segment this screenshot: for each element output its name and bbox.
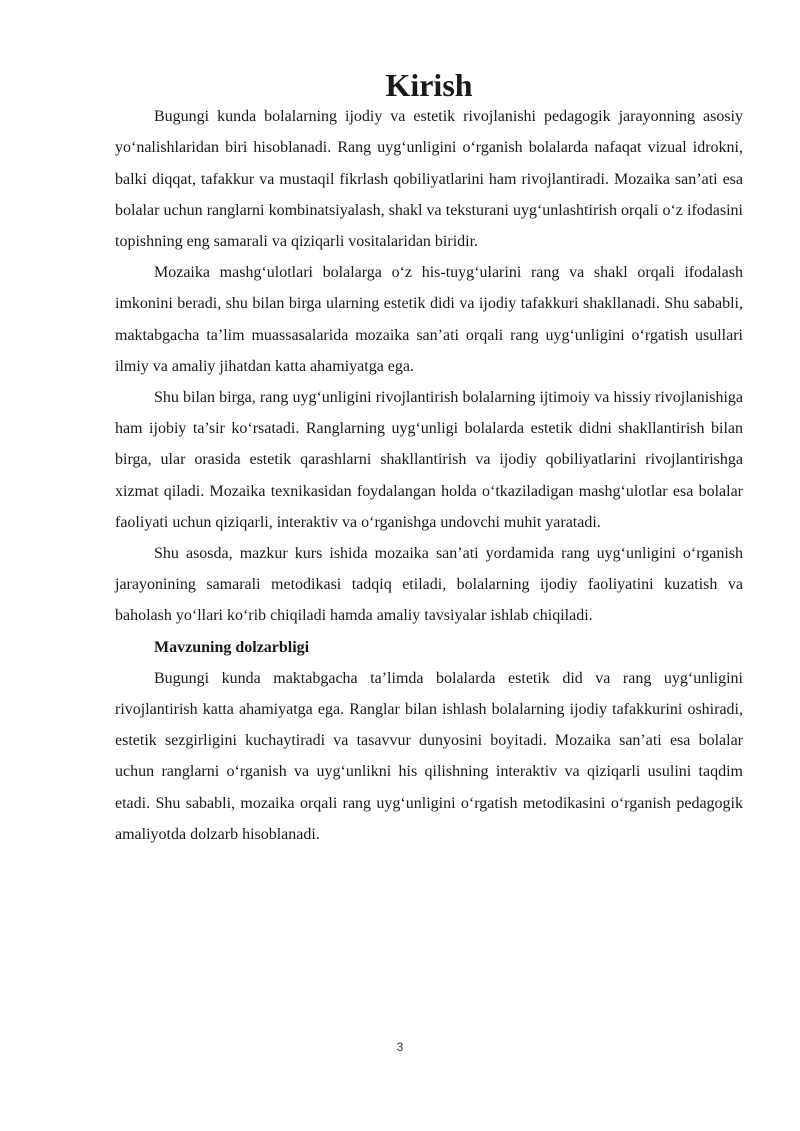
paragraph-intro-2: Mozaika mashgʻulotlari bolalarga oʻz his-tuygʻularini rang va shakl orqali ifodalash imkonini beradi, shu bilan birga ularning estetik didi va ijodiy tafakkuri shakllanadi. Shu sababli, maktabgacha ta’lim muassasalarida mozaika san’ati orqali rang uygʻunligini oʻrgatish usullari ilmiy va amaliy jihatdan katta ahamiyatga ega.	[115, 264, 743, 375]
subheading-relevance: Mavzuning dolzarbligi	[154, 638, 310, 656]
paragraph-intro-1: Bugungi kunda bolalarning ijodiy va estetik rivojlanishi pedagogik jarayonning asosiy yoʻnalishlaridan biri hisoblanadi. Rang uygʻunligini oʻrganish bolalarda nafaqat vizual idrokni, balki diqqat, tafakkur va mustaqil fikrlash qobiliyatlarini ham rivojlantiradi. Mozaika san’ati esa bolalar uchun ranglarni kombinatsiyalash, shakl va teksturani uygʻunlashtirish orqali oʻz ifodasini topishning eng samarali va qiziqarli vositalaridan biridir.	[115, 108, 743, 251]
paragraph-relevance: Bugungi kunda maktabgacha ta’limda bolalarda estetik did va rang uygʻunligini rivojlantirish katta ahamiyatga ega. Ranglar bilan ishlash bolalarning ijodiy tafakkurini oshiradi, estetik sezgirligini kuchaytiradi va tasavvur dunyosini boyitadi. Mozaika san’ati esa bolalar uchun ranglarni oʻrganish va uygʻunlikni his qilishning interaktiv va qiziqarli usulini taqdim etadi. Shu sababli, mozaika orqali rang uygʻunligini oʻrgatish metodikasini oʻrganish pedagogik amaliyotda dolzarb hisoblanadi.	[115, 669, 743, 843]
section-title: Kirish	[385, 67, 473, 103]
document-page	[115, 67, 743, 850]
paragraph-intro-4: Shu asosda, mazkur kurs ishida mozaika san’ati yordamida rang uygʻunligini oʻrganish jarayonining samarali metodikasi tadqiq etiladi, bolalarning ijodiy faoliyatini kuzatish va baholash yoʻllari koʻrib chiqiladi hamda amaliy tavsiyalar ishlab chiqiladi.	[115, 545, 743, 625]
paragraph-intro-3: Shu bilan birga, rang uygʻunligini rivojlantirish bolalarning ijtimoiy va hissiy rivojlanishiga ham ijobiy ta’sir koʻrsatadi. Ranglarning uygʻunligi bolalarda estetik didni shakllantirish bilan birga, ular orasida estetik qarashlarni shakllantirish va ijodiy qobiliyatlarini rivojlantirishga xizmat qiladi. Mozaika texnikasidan foydalangan holda oʻtkaziladigan mashgʻulotlar esa bolalar faoliyati uchun qiziqarli, interaktiv va oʻrganishga undovchi muhit yaratadi.	[115, 389, 743, 531]
page-number: 3	[396, 1040, 404, 1054]
